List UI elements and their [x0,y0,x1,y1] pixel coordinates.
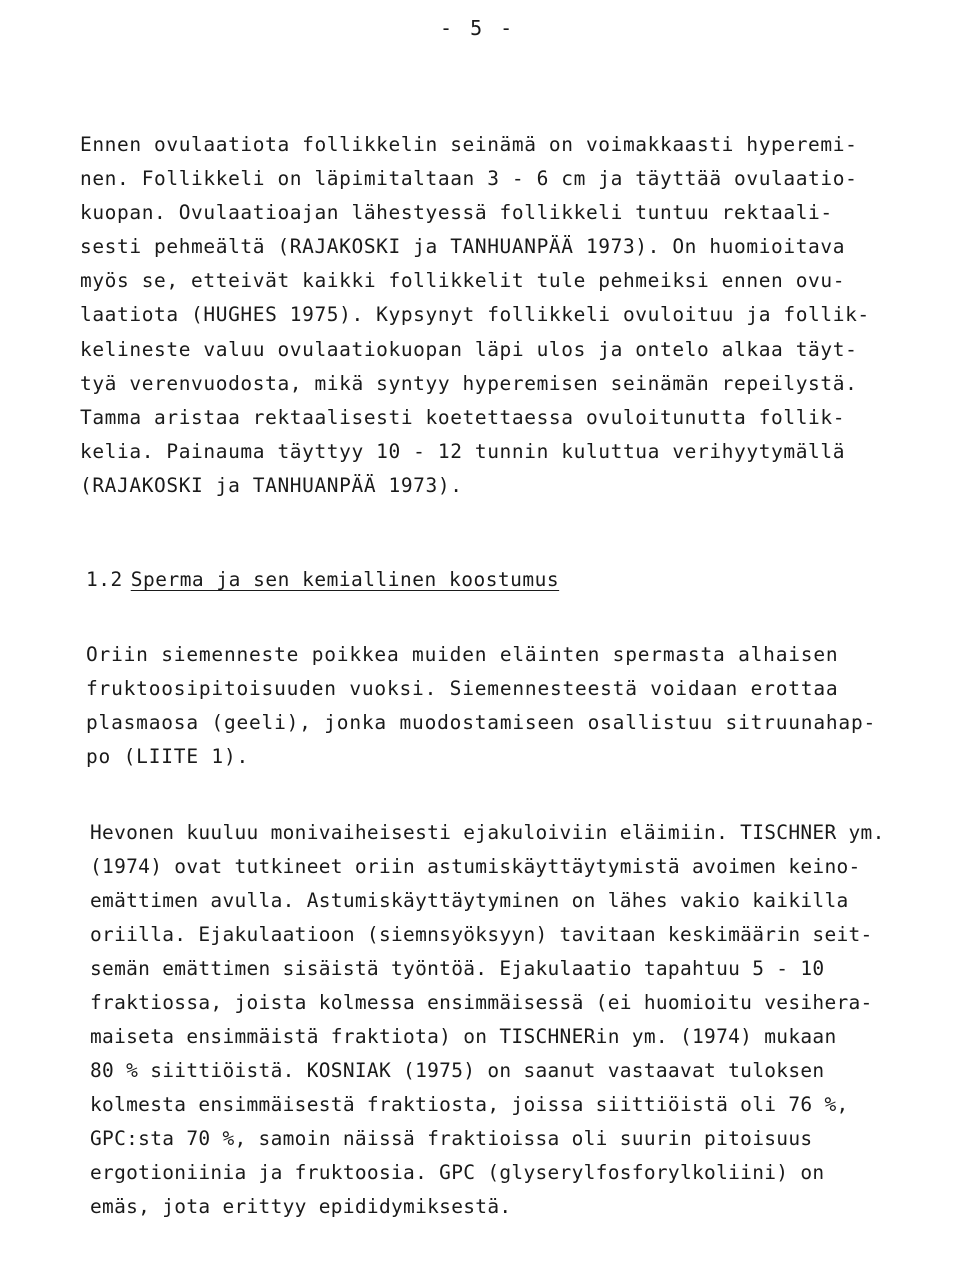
text-line: laatiota (HUGHES 1975). Kypsynyt follikkeli ovuloituu ja follik- [80,303,870,327]
text-line: emättimen avulla. Astumiskäyttäytyminen on lähes vakio kaikilla [90,889,849,912]
text-line: sesti pehmeältä (RAJAKOSKI ja TANHUANPÄÄ 1973). On huomioitava [80,235,846,259]
section-title: Sperma ja sen kemiallinen koostumus [130,568,560,591]
text-line: Oriin siemenneste poikkea muiden eläinten spermasta alhaisen [86,643,839,666]
text-line: GPC:sta 70 %, samoin näissä fraktioissa oli suurin pitoisuus [90,1127,813,1150]
text-line: semän emättimen sisäistä työntöä. Ejakulaatio tapahtuu 5 - 10 [90,957,825,980]
text-line: Tamma aristaa rektaalisesti koetettaessa ovuloitunutta follik- [80,405,846,429]
text-line: fruktoosipitoisuuden vuoksi. Siemennesteestä voidaan erottaa [86,677,839,701]
paragraph-ovulation [80,128,870,503]
section-heading [86,563,559,597]
page-number: - 5 - [440,16,516,40]
text-line: kolmesta ensimmäisestä fraktiosta, joissa siittiöistä oli 76 %, [90,1093,849,1116]
text-line: Hevonen kuuluu monivaiheisesti ejakuloiviin eläimiin. TISCHNER ym. [90,821,885,844]
text-line: emäs, jota erittyy epididymiksestä. [90,1195,512,1218]
text-line: kelineste valuu ovulaatiokuopan läpi ulos ja ontelo alkaa täyt- [80,337,858,361]
section-number: 1.2 [86,568,123,591]
text-line: (RAJAKOSKI ja TANHUANPÄÄ 1973). [80,473,463,497]
paragraph-ejaculation [90,816,885,1224]
text-line: (1974) ovat tutkineet oriin astumiskäyttäytymistä avoimen keino- [90,855,861,878]
text-line: 80 % siittiöistä. KOSNIAK (1975) on saanut vastaavat tuloksen [90,1059,825,1082]
text-line: plasmaosa (geeli), jonka muodostamiseen osallistuu sitruunahap- [86,711,877,735]
text-line: myös se, etteivät kaikki follikkelit tule pehmeiksi ennen ovu- [80,269,846,293]
text-line: fraktiossa, joista kolmessa ensimmäisessä (ei huomioitu vesihera- [90,991,873,1014]
text-line: ergotioniinia ja fruktoosia. GPC (glyserylfosforylkoliini) on [90,1161,825,1184]
text-line: Ennen ovulaatiota follikkelin seinämä on voimakkaasti hyperemi- [80,133,858,156]
paragraph-seminal-fluid [86,638,876,774]
text-line: tyä verenvuodosta, mikä syntyy hyperemisen seinämän repeilystä. [80,371,858,395]
text-line: kelia. Painauma täyttyy 10 - 12 tunnin kuluttua verihyytymällä [80,439,846,463]
text-line: oriilla. Ejakulaatioon (siemnsyöksyyn) tavitaan keskimäärin seit- [90,923,873,946]
text-line: nen. Follikkeli on läpimitaltaan 3 - 6 cm ja täyttää ovulaatio- [80,167,858,191]
text-line: po (LIITE 1). [86,745,250,769]
text-line: maiseta ensimmäistä fraktiota) on TISCHNERin ym. (1974) mukaan [90,1025,837,1048]
text-line: kuopan. Ovulaatioajan lähestyessä follikkeli tuntuu rektaali- [80,201,833,225]
